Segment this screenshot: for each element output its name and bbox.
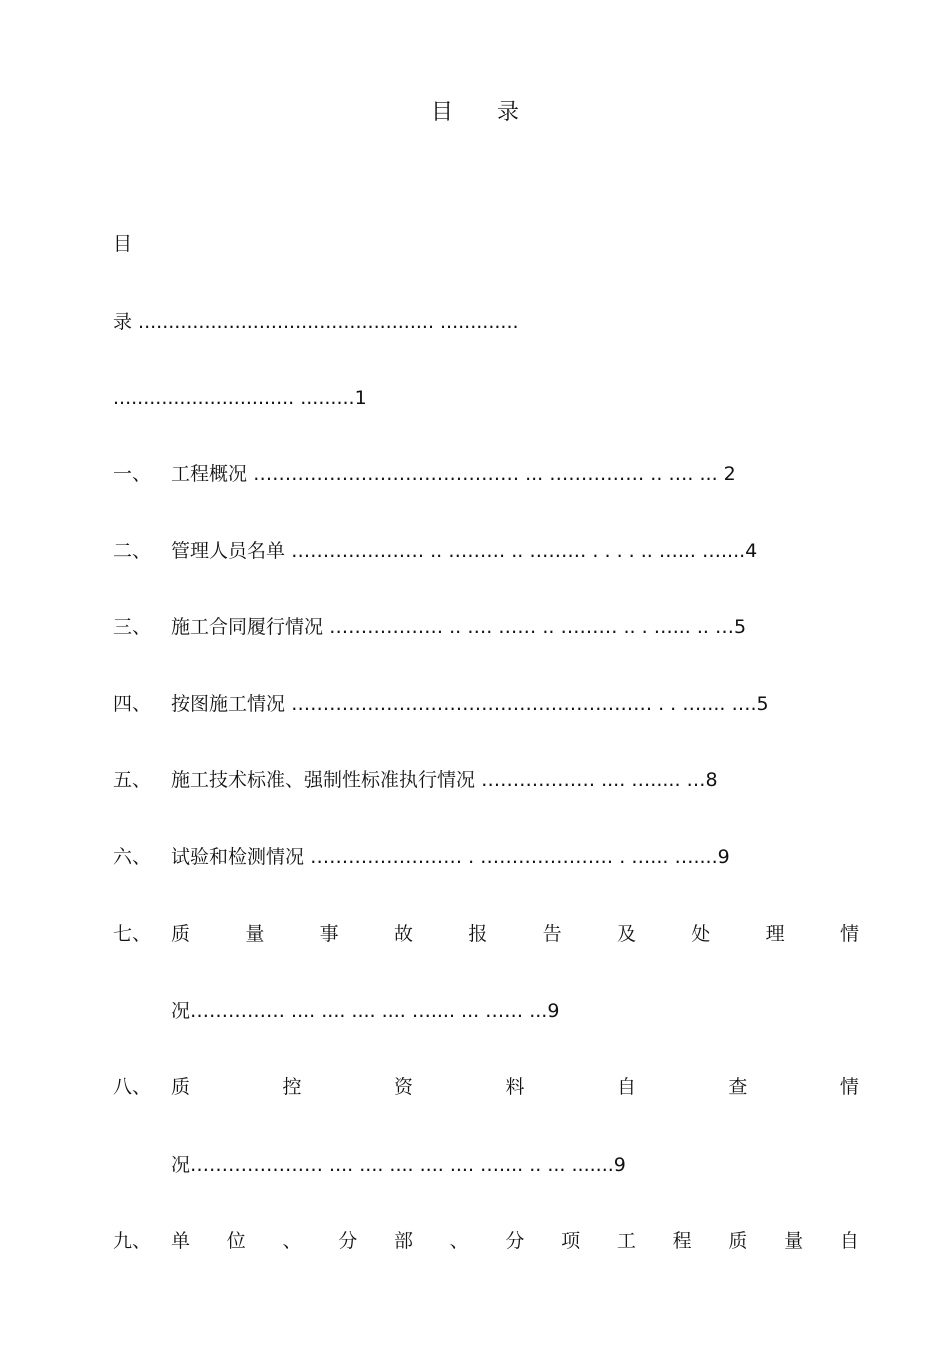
toc-char: 质 [171, 923, 191, 945]
toc-char: 故 [393, 923, 413, 945]
toc-entry-label: 管理人员名单 [171, 540, 286, 562]
toc-char: 资 [393, 1076, 413, 1098]
toc-char: 自 [616, 1076, 636, 1098]
toc-entry-label: 施工技术标准、强制性标准执行情况 [171, 769, 476, 791]
toc-char: 单 [171, 1230, 191, 1252]
toc-entry-line [171, 538, 757, 564]
toc-intro-line-2: 录 ................................................. ............. [113, 311, 519, 333]
toc-entry-line [171, 614, 746, 640]
toc-entry-number: 四、 [113, 693, 152, 715]
toc-char: 分 [505, 1230, 525, 1252]
toc-char: 工 [616, 1230, 636, 1252]
toc-char: 理 [765, 923, 785, 945]
toc-entry-leader: …………………… . ………………… . …... …....9 [310, 846, 730, 868]
toc-entry-number: 七、 [113, 923, 152, 945]
toc-char: 控 [282, 1076, 302, 1098]
toc-char: 项 [561, 1230, 581, 1252]
toc-entry-continuation: 况………………… .... .... .... .... .... ….... .. ... .......9 [171, 1154, 626, 1176]
toc-entry-line [171, 461, 736, 487]
toc-char: 查 [728, 1076, 748, 1098]
toc-entry-number: 九、 [113, 1230, 152, 1252]
toc-char: 质 [728, 1230, 748, 1252]
page-title [0, 100, 950, 126]
title-char-2: 录 [497, 100, 520, 125]
toc-entry-number: 二、 [113, 540, 152, 562]
toc-intro-line-3: .............................. .........1 [113, 387, 367, 409]
toc-char: 自 [839, 1230, 859, 1252]
toc-entry-leader: ………………………………………………… . . ….... ….5 [291, 693, 769, 715]
toc-entry-label: 施工合同履行情况 [171, 616, 324, 638]
toc-entry-leader: ……………… .... …..... …8 [481, 769, 718, 791]
toc-entry-leader: ………………… .. ……… .. ……… . . . . .. …... …....4 [291, 540, 758, 562]
toc-char: 量 [784, 1230, 804, 1252]
toc-char: 分 [338, 1230, 358, 1252]
toc-entry-justified-label [171, 921, 859, 947]
toc-intro-line-1: 目 [113, 233, 133, 255]
toc-char: 报 [468, 923, 488, 945]
toc-entry-leader: …………………………………… ... …………… .. …. ... 2 [253, 463, 736, 485]
toc-char: 、 [449, 1230, 469, 1252]
toc-entry-number: 八、 [113, 1076, 152, 1098]
toc-entry-leader: ……………… .. …. …… .. ……… .. . …... .. …5 [329, 616, 747, 638]
toc-char: 部 [393, 1230, 413, 1252]
toc-char: 位 [226, 1230, 246, 1252]
toc-char: 情 [839, 1076, 859, 1098]
toc-entry-number: 一、 [113, 463, 152, 485]
toc-char: 情 [839, 923, 859, 945]
toc-char: 程 [672, 1230, 692, 1252]
toc-entry-line [171, 767, 718, 793]
toc-char: 事 [319, 923, 339, 945]
toc-entry-number: 三、 [113, 616, 152, 638]
toc-entry-justified-label [171, 1074, 859, 1100]
toc-char: 告 [542, 923, 562, 945]
toc-entry-label: 按图施工情况 [171, 693, 286, 715]
toc-entry-label: 试验和检测情况 [171, 846, 305, 868]
toc-char: 料 [505, 1076, 525, 1098]
toc-char: 、 [282, 1230, 302, 1252]
toc-entry-number: 六、 [113, 846, 152, 868]
toc-entry-number: 五、 [113, 769, 152, 791]
toc-entry-continuation: 况…………… .... .... .... .... ….... ... …… ...9 [171, 1000, 560, 1022]
toc-char: 处 [691, 923, 711, 945]
toc-char: 量 [245, 923, 265, 945]
toc-char: 及 [616, 923, 636, 945]
title-char-1: 目 [430, 100, 453, 125]
toc-entry-label: 工程概况 [171, 463, 248, 485]
toc-entry-justified-label [171, 1228, 859, 1254]
toc-char: 质 [171, 1076, 191, 1098]
toc-entry-line [171, 691, 769, 717]
toc-entry-line [171, 844, 730, 870]
